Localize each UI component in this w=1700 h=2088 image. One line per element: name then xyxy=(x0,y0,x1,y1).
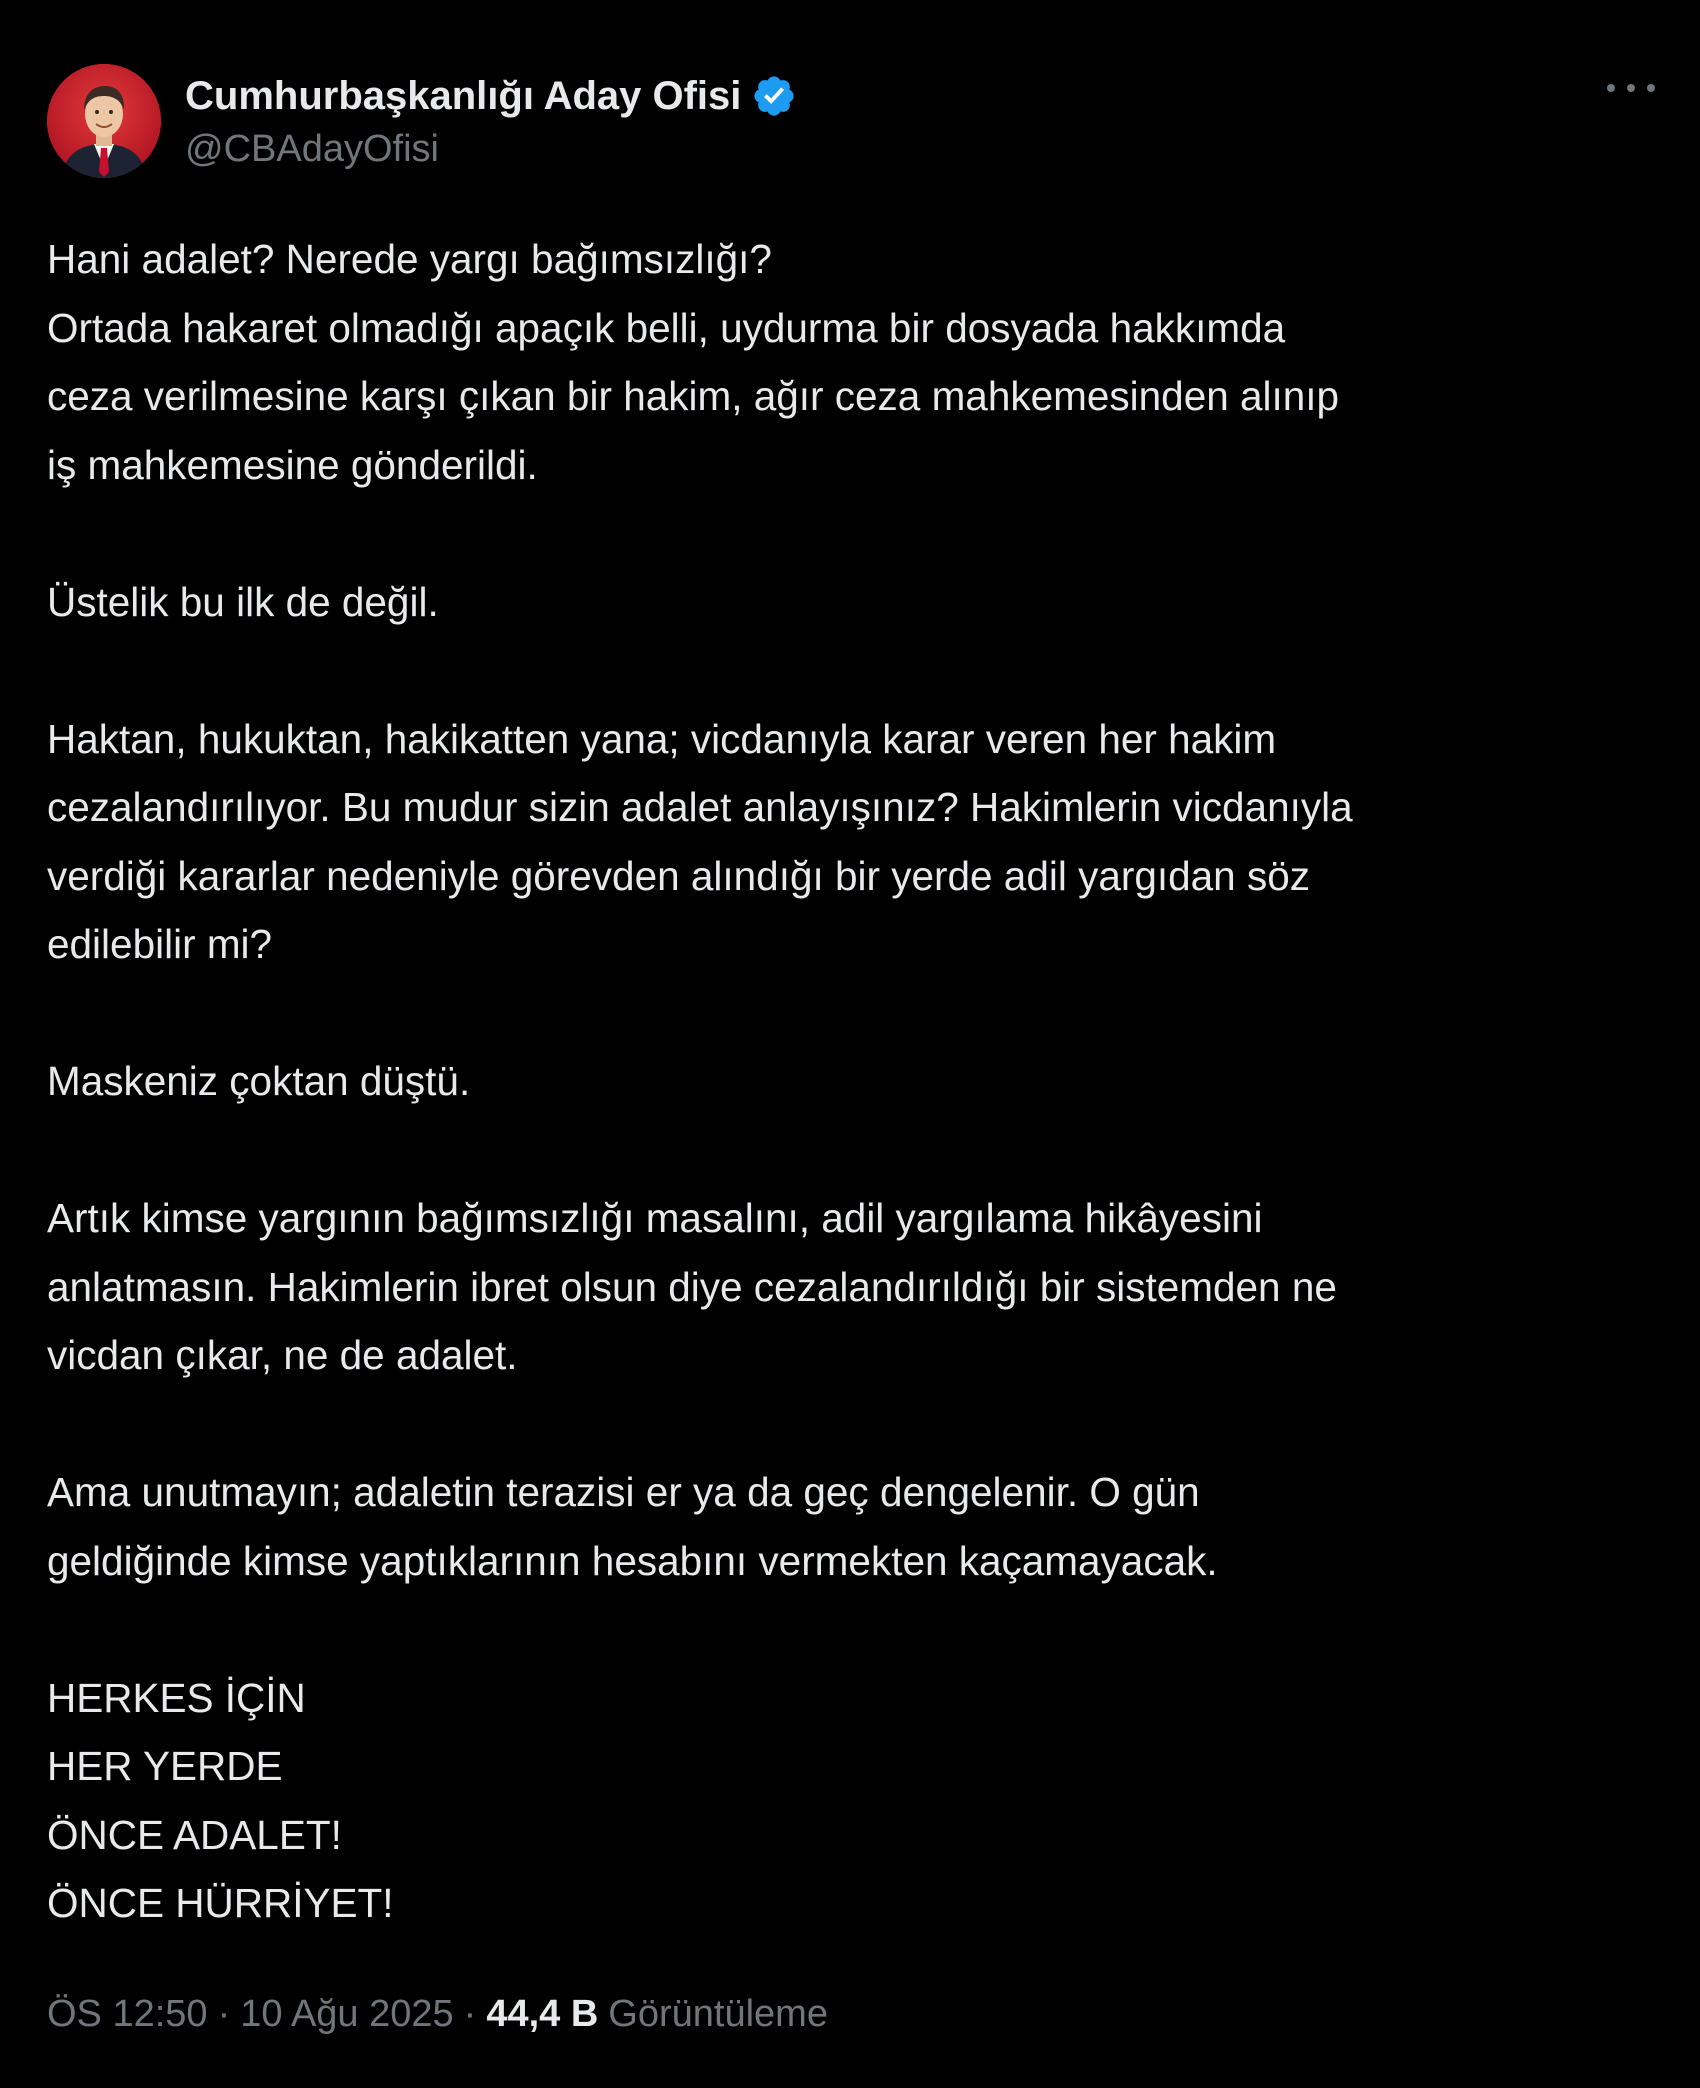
paragraph-gap xyxy=(47,1116,1667,1185)
paragraph-gap xyxy=(47,636,1667,705)
tweet-text-line: cezalandırılıyor. Bu mudur sizin adalet anlayışınız? Hakimlerin vicdanıyla xyxy=(47,784,1353,830)
author-handle[interactable]: @CBAdayOfisi xyxy=(185,128,439,170)
meta-separator: · xyxy=(217,1993,231,2035)
tweet-text-line: Ortada hakaret olmadığı apaçık belli, uydurma bir dosyada hakkımda xyxy=(47,304,1286,351)
paragraph-gap xyxy=(47,499,1667,568)
display-name-row xyxy=(185,70,797,122)
tweet-date[interactable]: 10 Ağu 2025 xyxy=(240,1993,454,2035)
tweet-meta xyxy=(47,1993,828,2036)
avatar-image xyxy=(47,64,161,178)
tweet-text-line: HERKES İÇİN xyxy=(47,1674,306,1721)
paragraph-gap xyxy=(47,1595,1667,1664)
author-names xyxy=(185,70,797,171)
display-name[interactable]: Cumhurbaşkanlığı Aday Ofisi xyxy=(185,73,742,118)
tweet-text-line: Haktan, hukuktan, hakikatten yana; vicdanıyla karar veren her hakim xyxy=(47,715,1277,762)
tweet-text xyxy=(47,225,1667,1938)
tweet-text-line: Hani adalet? Nerede yargı bağımsızlığı? xyxy=(47,236,772,282)
paragraph-gap xyxy=(47,1390,1667,1459)
meta-separator: · xyxy=(463,1993,477,2035)
paragraph-gap xyxy=(47,979,1667,1048)
views-count[interactable]: 44,4 B xyxy=(486,1993,599,2035)
views-label: Görüntüleme xyxy=(608,1993,828,2035)
tweet-text-line: Ama unutmayın; adaletin terazisi er ya da geç dengelenir. O gün xyxy=(47,1469,1200,1515)
tweet-text-line: ÖNCE ADALET! xyxy=(47,1811,342,1858)
tweet-header xyxy=(47,64,1667,184)
tweet-text-line: Maskeniz çoktan düştü. xyxy=(47,1058,471,1104)
tweet-text-line: Üstelik bu ilk de değil. xyxy=(47,578,439,625)
more-horizontal-icon[interactable] xyxy=(1607,78,1655,98)
avatar[interactable] xyxy=(47,64,161,178)
tweet-text-line: ÖNCE HÜRRİYET! xyxy=(47,1880,394,1926)
tweet-text-line: verdiği kararlar nedeniyle görevden alındığı bir yerde adil yargıdan söz xyxy=(47,852,1310,899)
tweet-text-line: edilebilir mi? xyxy=(47,921,273,967)
tweet-text-line: iş mahkemesine gönderildi. xyxy=(47,441,538,488)
tweet-text-line: Artık kimse yargının bağımsızlığı masalını, adil yargılama hikâyesini xyxy=(47,1195,1263,1241)
tweet-text-line: HER YERDE xyxy=(47,1743,283,1789)
tweet-text-line: anlatmasın. Hakimlerin ibret olsun diye cezalandırıldığı bir sistemden ne xyxy=(47,1263,1337,1310)
tweet-text-line: geldiğinde kimse yaptıklarının hesabını vermekten kaçamayacak. xyxy=(47,1537,1218,1584)
tweet-time[interactable]: ÖS 12:50 xyxy=(47,1993,208,2035)
tweet-text-line: vicdan çıkar, ne de adalet. xyxy=(47,1332,518,1378)
tweet-text-line: ceza verilmesine karşı çıkan bir hakim, ağır ceza mahkemesinden alınıp xyxy=(47,373,1340,419)
verified-badge-icon[interactable] xyxy=(751,73,797,119)
